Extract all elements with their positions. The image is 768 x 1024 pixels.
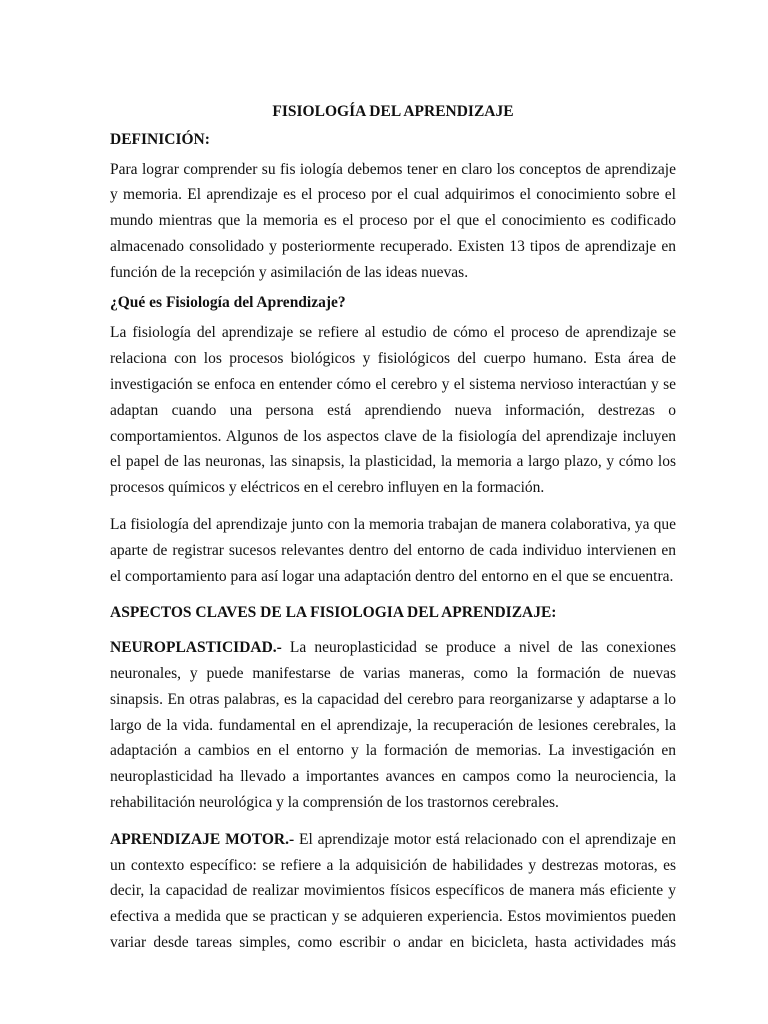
document-title: FISIOLOGÍA DEL APRENDIZAJE <box>272 103 514 120</box>
question-paragraph-1: La fisiología del aprendizaje se refiere al estudio de cómo el proceso de aprendizaje se relaciona con los procesos biológicos y fisiológicos del cuerpo humano. Esta área de investigación se enfoca en entender cómo el cerebro y el sistema nervioso interactúan y se adaptan cuando una persona está aprendiendo nueva información, destrezas o comportamientos. Algunos de los aspectos clave de la fisiología del aprendizaje incluyen el papel de las neuronas, las sinapsis, la plasticidad, la memoria a largo plazo, y cómo los procesos químicos y eléctricos en el cerebro influyen en la formación. <box>110 324 676 497</box>
definition-heading: DEFINICIÓN: <box>110 130 210 148</box>
aspects-heading: ASPECTOS CLAVES DE LA FISIOLOGIA DEL APRENDIZAJE: <box>110 604 557 622</box>
definition-paragraph: Para lograr comprender su fis iología debemos tener en claro los conceptos de aprendizaje y memoria. El aprendizaje es el proceso por el cual adquirimos el conocimiento sobre el mundo mientras que la memoria es el proceso por el que el conocimiento es codificado almacenado consolidado y posteriormente recuperado. Existen 13 tipos de aprendizaje en función de la recepción y asimilación de las ideas nuevas. <box>110 160 676 281</box>
question-paragraph-2: La fisiología del aprendizaje junto con la memoria trabajan de manera colaborativa, ya que aparte de registrar sucesos relevantes dentro del entorno de cada individuo intervienen en el comportamiento para así logar una adaptación dentro del entorno en el que se encuentra. <box>110 515 676 585</box>
question-heading: ¿Qué es Fisiología del Aprendizaje? <box>110 293 346 311</box>
neuroplasticity-lead: NEUROPLASTICIDAD.- <box>110 639 282 657</box>
motor-learning-paragraph <box>110 827 676 956</box>
motor-learning-text: El aprendizaje motor está relacionado con el aprendizaje en un contexto específico: se refiere a la adquisición de habilidades y destrezas motoras, es decir, la capacidad de realizar movimientos físicos específicos de manera más eficiente y efectiva a medida que se practican y se adquieren experiencia. Estos movimientos pueden variar desde tareas simples, como escribir o andar en bicicleta, hasta actividades más <box>110 830 677 951</box>
neuroplasticity-paragraph <box>110 635 676 816</box>
motor-learning-lead: APRENDIZAJE MOTOR.- <box>110 830 295 848</box>
neuroplasticity-text: La neuroplasticidad se produce a nivel de las conexiones neuronales, y puede manifestarse de varias maneras, como la formación de nuevas sinapsis. En otras palabras, es la capacidad del cerebro para reorganizarse y adaptarse a lo largo de la vida. fundamental en el aprendizaje, la recuperación de lesiones cerebrales, la adaptación a cambios en el entorno y la formación de memorias. La investigación en neuroplasticidad ha llevado a importantes avances en campos como la neurociencia, la rehabilitación neurológica y la comprensión de los trastornos cerebrales. <box>110 639 676 811</box>
